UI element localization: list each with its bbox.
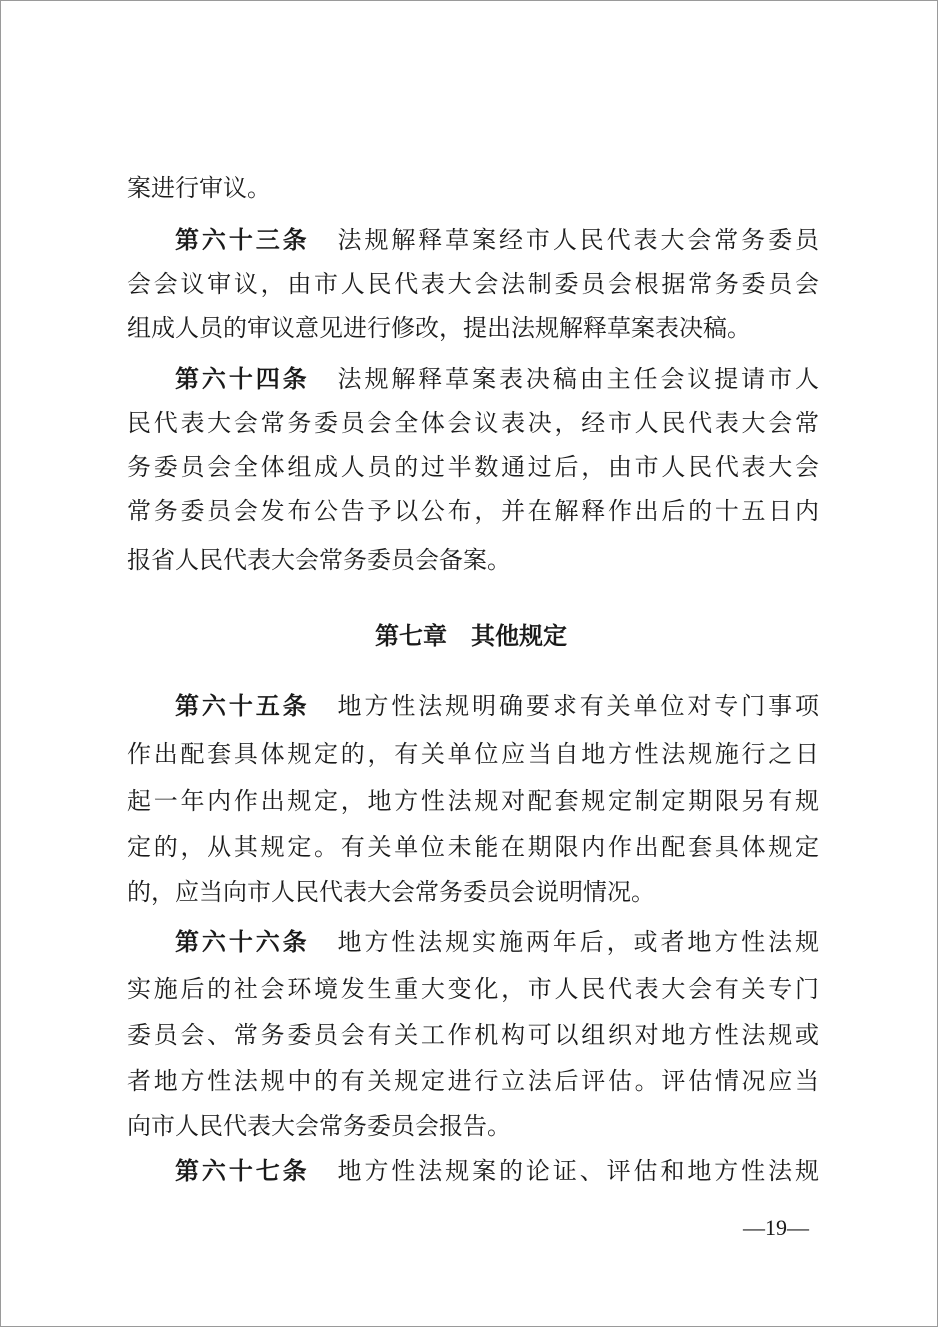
article-title: 第六十四条 <box>175 365 310 393</box>
article-64-first-line <box>175 359 819 399</box>
text-line: 地方性法规明确要求有关单位对专门事项 <box>337 692 820 720</box>
text-line: 作出配套具体规定的，有关单位应当自地方性法规施行之日 <box>127 740 819 768</box>
text-line: 的，应当向市人民代表大会常务委员会说明情况。 <box>127 878 655 906</box>
text-line: 务委员会全体组成人员的过半数通过后，由市人民代表大会 <box>127 453 819 481</box>
text-line: 常务委员会发布公告予以公布，并在解释作出后的十五日内 <box>127 497 819 525</box>
chapter-heading: 第七章 其他规定 <box>375 622 567 650</box>
text-line: 起一年内作出规定，地方性法规对配套规定制定期限另有规 <box>127 787 819 815</box>
article-67-first-line <box>175 1151 819 1191</box>
text-line: 民代表大会常务委员会全体会议表决，经市人民代表大会常 <box>127 409 819 437</box>
article-title: 第六十五条 <box>175 692 310 720</box>
text-line: 组成人员的审议意见进行修改，提出法规解释草案表决稿。 <box>127 314 751 342</box>
text-line: 地方性法规案的论证、评估和地方性法规 <box>337 1157 820 1185</box>
text-line: 会会议审议，由市人民代表大会法制委员会根据常务委员会 <box>127 270 819 298</box>
text-line: 定的，从其规定。有关单位未能在期限内作出配套具体规定 <box>127 833 819 861</box>
text-line: 向市人民代表大会常务委员会报告。 <box>127 1112 511 1140</box>
text-line: 委员会、常务委员会有关工作机构可以组织对地方性法规或 <box>127 1021 819 1049</box>
article-65-first-line <box>175 686 819 726</box>
text-line: 者地方性法规中的有关规定进行立法后评估。评估情况应当 <box>127 1067 819 1095</box>
text-line: 案进行审议。 <box>127 174 271 202</box>
text-line: 地方性法规实施两年后，或者地方性法规 <box>337 928 820 956</box>
article-title: 第六十七条 <box>175 1157 310 1185</box>
page-number: —19— <box>743 1215 809 1240</box>
article-63-first-line <box>175 220 819 260</box>
text-line: 法规解释草案表决稿由主任会议提请市人 <box>337 365 820 393</box>
article-title: 第六十六条 <box>175 928 310 956</box>
article-title: 第六十三条 <box>175 226 310 254</box>
text-line: 实施后的社会环境发生重大变化，市人民代表大会有关专门 <box>127 975 819 1003</box>
article-66-first-line <box>175 922 819 962</box>
text-line: 报省人民代表大会常务委员会备案。 <box>127 546 511 574</box>
text-line: 法规解释草案经市人民代表大会常务委员 <box>337 226 820 254</box>
